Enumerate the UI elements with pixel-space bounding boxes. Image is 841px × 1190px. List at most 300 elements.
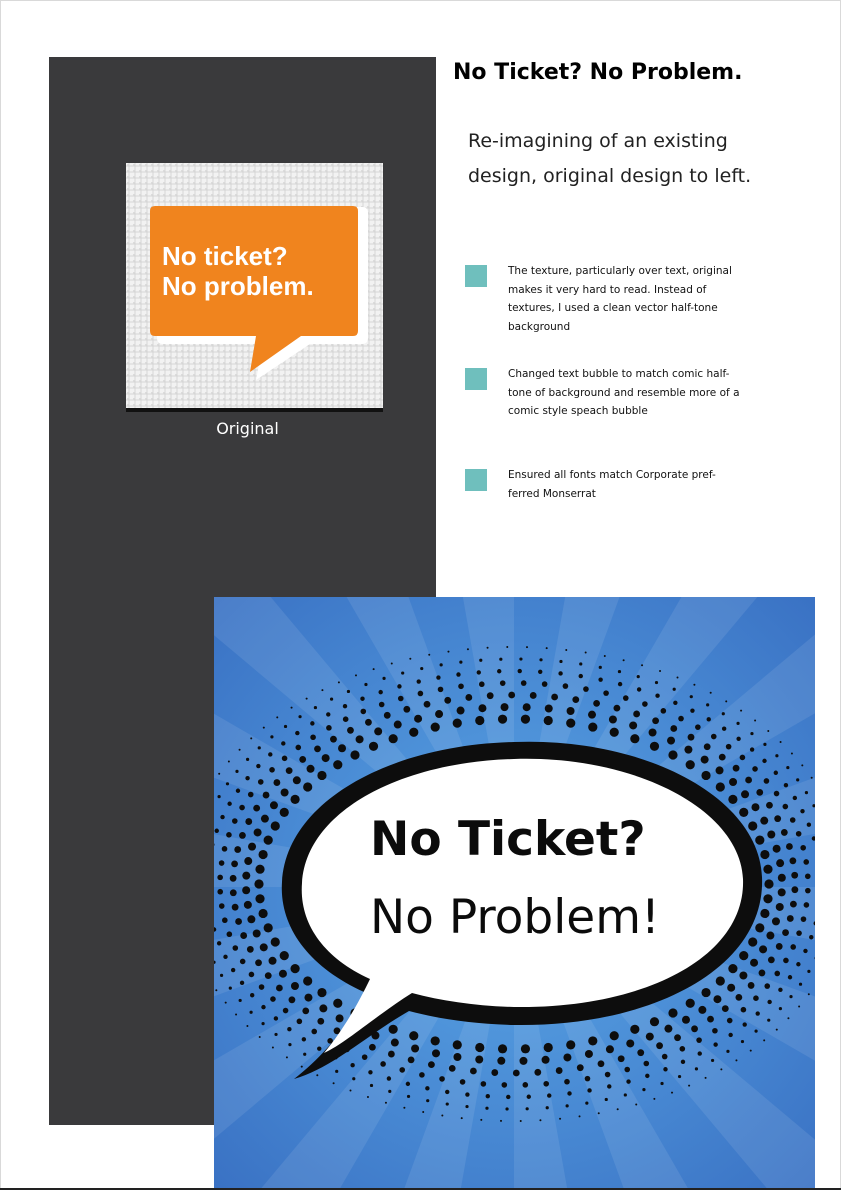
halftone-dot bbox=[716, 976, 725, 985]
halftone-dot bbox=[254, 828, 262, 836]
halftone-dot bbox=[459, 661, 462, 664]
halftone-dot bbox=[283, 1008, 289, 1014]
halftone-dot bbox=[701, 771, 710, 780]
halftone-dot bbox=[653, 1098, 655, 1100]
halftone-dot bbox=[750, 1050, 752, 1052]
halftone-dot bbox=[399, 1067, 405, 1073]
halftone-dot bbox=[498, 1044, 507, 1053]
halftone-dot bbox=[767, 1000, 771, 1004]
halftone-dot bbox=[760, 817, 768, 825]
halftone-dot bbox=[439, 1076, 445, 1082]
halftone-dot bbox=[805, 888, 811, 894]
halftone-dot bbox=[456, 672, 460, 676]
halftone-dot bbox=[686, 999, 695, 1008]
halftone-dot bbox=[793, 796, 797, 800]
halftone-dot bbox=[776, 943, 783, 950]
halftone-dot bbox=[281, 788, 289, 796]
halftone-dot bbox=[760, 909, 769, 918]
original-design-image bbox=[126, 163, 383, 412]
halftone-dot bbox=[804, 902, 810, 908]
halftone-dot bbox=[258, 779, 264, 785]
halftone-dot bbox=[735, 1059, 737, 1061]
halftone-dot bbox=[790, 901, 797, 908]
halftone-dot bbox=[286, 1056, 288, 1058]
halftone-dot bbox=[365, 719, 372, 726]
halftone-dot bbox=[655, 694, 659, 698]
halftone-dot bbox=[677, 677, 679, 679]
halftone-dot bbox=[256, 764, 260, 768]
halftone-dot bbox=[544, 716, 553, 725]
halftone-dot bbox=[670, 725, 677, 732]
halftone-dot bbox=[247, 915, 255, 923]
halftone-dot bbox=[364, 683, 367, 686]
halftone-dot bbox=[288, 1043, 291, 1046]
halftone-dot bbox=[696, 1037, 702, 1043]
halftone-dot bbox=[414, 715, 422, 723]
halftone-dot bbox=[226, 832, 232, 838]
halftone-dot bbox=[644, 1061, 650, 1067]
halftone-dot bbox=[263, 792, 270, 799]
halftone-dot bbox=[534, 1069, 541, 1076]
halftone-dot bbox=[280, 951, 289, 960]
halftone-dot bbox=[295, 731, 299, 735]
halftone-dot bbox=[240, 959, 246, 965]
halftone-dot bbox=[774, 971, 780, 977]
halftone-dot bbox=[660, 1082, 663, 1085]
halftone-dot bbox=[441, 1114, 443, 1116]
halftone-dot bbox=[255, 865, 264, 874]
halftone-dot bbox=[465, 1092, 469, 1096]
halftone-dot bbox=[720, 1068, 722, 1070]
halftone-dot bbox=[604, 655, 606, 657]
halftone-dot bbox=[740, 710, 742, 712]
halftone-dot bbox=[748, 937, 757, 946]
halftone-dot bbox=[271, 937, 280, 946]
halftone-dot bbox=[478, 704, 486, 712]
halftone-dot bbox=[226, 782, 229, 785]
halftone-dot bbox=[497, 1057, 505, 1065]
halftone-dot bbox=[449, 1065, 456, 1072]
halftone-dot bbox=[291, 982, 299, 990]
halftone-dot bbox=[333, 999, 342, 1008]
halftone-dot bbox=[274, 1033, 277, 1036]
halftone-dot bbox=[767, 831, 775, 839]
page-subtitle: Re-imagining of an existing design, original design to left. bbox=[468, 130, 752, 187]
halftone-dot bbox=[579, 674, 583, 678]
halftone-dot bbox=[722, 727, 726, 731]
halftone-dot bbox=[668, 750, 677, 759]
halftone-dot bbox=[588, 722, 597, 731]
halftone-dot bbox=[642, 1088, 645, 1091]
halftone-dot bbox=[229, 986, 232, 989]
halftone-dot bbox=[217, 795, 220, 798]
halftone-dot bbox=[543, 1081, 549, 1087]
halftone-dot bbox=[367, 1096, 369, 1098]
halftone-dot bbox=[249, 972, 255, 978]
halftone-dot bbox=[623, 659, 625, 661]
halftone-dot bbox=[424, 701, 431, 708]
halftone-dot bbox=[707, 1016, 714, 1023]
halftone-dot bbox=[664, 1025, 672, 1033]
halftone-dot bbox=[291, 707, 293, 709]
halftone-dot bbox=[572, 696, 579, 703]
halftone-dot bbox=[791, 886, 798, 893]
halftone-dot bbox=[280, 808, 289, 817]
halftone-dot bbox=[398, 696, 404, 702]
halftone-dot bbox=[230, 889, 237, 896]
halftone-dot bbox=[588, 711, 596, 719]
halftone-dot bbox=[261, 815, 269, 823]
halftone-dot bbox=[248, 843, 256, 851]
halftone-dot bbox=[585, 1101, 588, 1104]
halftone-dot bbox=[438, 687, 444, 693]
halftone-dot bbox=[766, 932, 774, 940]
halftone-dot bbox=[436, 675, 440, 679]
halftone-dot bbox=[807, 823, 811, 827]
halftone-dot bbox=[382, 677, 385, 680]
halftone-dot bbox=[728, 795, 737, 804]
halftone-dot bbox=[519, 657, 522, 660]
halftone-dot bbox=[379, 702, 385, 708]
halftone-dot bbox=[801, 764, 803, 766]
halftone-dot bbox=[397, 684, 401, 688]
halftone-dot bbox=[403, 1107, 405, 1109]
halftone-dot bbox=[411, 1045, 419, 1053]
halftone-dot bbox=[740, 755, 746, 761]
halftone-dot bbox=[231, 860, 238, 867]
halftone-dot bbox=[417, 679, 421, 683]
halftone-dot bbox=[564, 1079, 570, 1085]
halftone-dot bbox=[391, 663, 393, 665]
halftone-dot bbox=[698, 1051, 702, 1055]
halftone-dot bbox=[263, 727, 265, 729]
halftone-dot bbox=[310, 734, 316, 740]
halftone-dot bbox=[695, 724, 701, 730]
halftone-dot bbox=[754, 720, 756, 722]
halftone-dot bbox=[807, 970, 810, 973]
halftone-dot bbox=[729, 778, 737, 786]
halftone-dot bbox=[626, 1039, 634, 1047]
halftone-dot bbox=[306, 698, 308, 700]
halftone-dot bbox=[784, 783, 788, 787]
halftone-dot bbox=[250, 993, 254, 997]
halftone-dot bbox=[276, 985, 283, 992]
halftone-dot bbox=[311, 1029, 317, 1035]
halftone-dot bbox=[491, 1069, 498, 1076]
halftone-dot bbox=[258, 746, 261, 749]
halftone-dot bbox=[347, 727, 354, 734]
halftone-dot bbox=[281, 741, 285, 745]
halftone-dot bbox=[261, 1022, 264, 1025]
halftone-dot bbox=[470, 1068, 477, 1075]
halftone-dot bbox=[567, 707, 575, 715]
halftone-dot bbox=[659, 670, 661, 672]
halftone-dot bbox=[244, 901, 252, 909]
halftone-dot bbox=[760, 850, 769, 859]
halftone-dot bbox=[269, 957, 277, 965]
halftone-dot bbox=[811, 777, 813, 779]
halftone-dot bbox=[539, 1119, 541, 1121]
halftone-dot bbox=[475, 716, 484, 725]
halftone-dot bbox=[710, 692, 712, 694]
halftone-dot bbox=[287, 1027, 291, 1031]
halftone-dot bbox=[444, 697, 451, 704]
halftone-dot bbox=[736, 737, 740, 741]
halftone-dot bbox=[239, 999, 242, 1002]
halftone-dot bbox=[506, 1095, 510, 1099]
halftone-dot bbox=[739, 808, 748, 817]
page-title: No Ticket? No Problem. bbox=[453, 60, 743, 85]
halftone-dot bbox=[716, 782, 725, 791]
halftone-dot bbox=[338, 681, 340, 683]
halftone-dot bbox=[567, 1091, 571, 1095]
halftone-dot bbox=[773, 845, 781, 853]
halftone-dot bbox=[338, 744, 346, 752]
halftone-dot bbox=[617, 1108, 619, 1110]
halftone-dot bbox=[662, 1054, 668, 1060]
halftone-dot bbox=[780, 741, 782, 743]
halftone-dot bbox=[360, 709, 366, 715]
halftone-dot bbox=[501, 1082, 507, 1088]
halftone-dot bbox=[239, 832, 246, 839]
halftone-dot bbox=[270, 735, 273, 738]
halftone-dot bbox=[558, 671, 562, 675]
halftone-dot bbox=[763, 1039, 765, 1041]
halftone-dot bbox=[736, 722, 739, 725]
halftone-dot bbox=[215, 989, 217, 991]
halftone-dot bbox=[227, 802, 231, 806]
halftone-dot bbox=[779, 1007, 782, 1010]
halftone-dot bbox=[235, 1014, 237, 1016]
halftone-dot bbox=[217, 889, 223, 895]
halftone-dot bbox=[776, 903, 784, 911]
halftone-dot bbox=[304, 994, 312, 1002]
halftone-dot bbox=[565, 649, 567, 651]
halftone-dot bbox=[688, 734, 695, 741]
halftone-dot bbox=[585, 652, 587, 654]
halftone-dot bbox=[480, 1119, 482, 1121]
halftone-dot bbox=[630, 734, 639, 743]
halftone-dot bbox=[295, 745, 301, 751]
halftone-dot bbox=[556, 1067, 563, 1074]
halftone-dot bbox=[805, 873, 811, 879]
halftone-dot bbox=[762, 759, 766, 763]
halftone-dot bbox=[782, 929, 789, 936]
halftone-dot bbox=[686, 760, 695, 769]
halftone-dot bbox=[343, 704, 347, 708]
halftone-dot bbox=[741, 790, 749, 798]
halftone-dot bbox=[598, 1060, 605, 1067]
halftone-dot bbox=[809, 935, 813, 939]
halftone-dot bbox=[735, 994, 742, 1001]
halftone-dot bbox=[428, 1061, 435, 1068]
halftone-dot bbox=[791, 872, 798, 879]
halftone-dot bbox=[796, 831, 802, 837]
halftone-dot bbox=[467, 648, 469, 650]
halftone-dot bbox=[303, 782, 312, 791]
halftone-dot bbox=[481, 1081, 487, 1087]
halftone-dot bbox=[418, 691, 424, 697]
halftone-dot bbox=[388, 1051, 395, 1058]
halftone-dot bbox=[563, 1053, 571, 1061]
halftone-dot bbox=[801, 916, 807, 922]
note-text: Changed text bubble to match comic half-tone of background and resemble more of a comic style speach bubble bbox=[508, 368, 740, 417]
halftone-dot bbox=[546, 647, 548, 649]
halftone-dot bbox=[240, 932, 247, 939]
halftone-dot bbox=[485, 1107, 488, 1110]
halftone-dot bbox=[235, 770, 238, 773]
halftone-dot bbox=[336, 1014, 344, 1022]
halftone-dot bbox=[701, 988, 710, 997]
halftone-dot bbox=[637, 675, 640, 678]
halftone-dot bbox=[225, 1002, 227, 1004]
halftone-dot bbox=[479, 681, 485, 687]
halftone-dot bbox=[796, 962, 800, 966]
halftone-dot bbox=[776, 1029, 778, 1031]
halftone-dot bbox=[374, 727, 382, 735]
halftone-dot bbox=[623, 695, 629, 701]
halftone-dot bbox=[355, 674, 357, 676]
halftone-dot bbox=[508, 692, 515, 699]
halftone-dot bbox=[774, 815, 781, 822]
halftone-dot bbox=[388, 1090, 391, 1093]
halftone-dot bbox=[637, 1049, 644, 1056]
halftone-dot bbox=[566, 719, 575, 728]
halftone-dot bbox=[301, 1066, 303, 1068]
halftone-dot bbox=[521, 1044, 530, 1053]
halftone-dot bbox=[637, 687, 641, 691]
halftone-dot bbox=[775, 754, 778, 757]
halftone-dot bbox=[655, 681, 658, 684]
halftone-dot bbox=[684, 746, 692, 754]
halftone-dot bbox=[513, 1070, 520, 1077]
halftone-dot bbox=[722, 712, 725, 715]
halftone-dot bbox=[587, 1088, 591, 1092]
halftone-dot bbox=[787, 1017, 789, 1019]
halftone-dot bbox=[505, 1107, 508, 1110]
halftone-dot bbox=[789, 857, 796, 864]
halftone-dot bbox=[293, 776, 301, 784]
halftone-dot bbox=[250, 737, 252, 739]
halftone-dot bbox=[607, 1084, 611, 1088]
halftone-dot bbox=[585, 1050, 593, 1058]
halftone-dot bbox=[222, 917, 228, 923]
halftone-dot bbox=[317, 1018, 324, 1025]
halftone-dot bbox=[406, 1082, 410, 1086]
halftone-dot bbox=[727, 984, 735, 992]
halftone-dot bbox=[748, 982, 755, 989]
halftone-dot bbox=[264, 836, 273, 845]
halftone-dot bbox=[303, 1053, 306, 1056]
halftone-dot bbox=[523, 703, 531, 711]
halftone-dot bbox=[246, 758, 249, 761]
halftone-dot bbox=[432, 1049, 440, 1057]
halftone-dot bbox=[260, 943, 268, 951]
halftone-dot bbox=[321, 689, 323, 691]
halftone-dot bbox=[445, 1090, 449, 1094]
halftone-dot bbox=[343, 716, 349, 722]
halftone-dot bbox=[249, 1011, 252, 1014]
halftone-dot bbox=[235, 918, 242, 925]
halftone-dot bbox=[254, 879, 263, 888]
halftone-dot bbox=[739, 951, 748, 960]
halftone-dot bbox=[330, 698, 333, 701]
halftone-dot bbox=[772, 917, 780, 925]
halftone-dot bbox=[711, 1059, 714, 1062]
halftone-dot bbox=[314, 745, 321, 752]
halftone-dot bbox=[435, 710, 443, 718]
halftone-dot bbox=[316, 1074, 318, 1076]
halftone-dot bbox=[394, 721, 402, 729]
halftone-dot bbox=[258, 850, 267, 859]
halftone-dot bbox=[369, 1044, 376, 1051]
halftone-dot bbox=[674, 1034, 681, 1041]
halftone-dot bbox=[645, 1074, 649, 1078]
halftone-dot bbox=[349, 1089, 351, 1091]
halftone-dot bbox=[763, 894, 772, 903]
halftone-dot bbox=[618, 682, 622, 686]
halftone-dot bbox=[727, 1018, 733, 1024]
halftone-dot bbox=[499, 658, 502, 661]
halftone-dot bbox=[465, 1105, 468, 1108]
halftone-dot bbox=[774, 771, 778, 775]
halftone-dot bbox=[387, 1076, 391, 1080]
halftone-dot bbox=[274, 1016, 278, 1020]
halftone-dot bbox=[650, 742, 659, 751]
halftone-dot bbox=[347, 690, 350, 693]
halftone-dot bbox=[633, 711, 640, 718]
halftone-dot bbox=[326, 712, 330, 716]
halftone-dot bbox=[389, 734, 398, 743]
original-line2: No problem. bbox=[162, 271, 314, 301]
halftone-dot bbox=[799, 983, 802, 986]
halftone-dot bbox=[805, 791, 808, 794]
halftone-dot bbox=[310, 721, 314, 725]
halftone-dot bbox=[649, 728, 657, 736]
halftone-dot bbox=[726, 744, 732, 750]
halftone-dot bbox=[691, 1025, 698, 1032]
halftone-dot bbox=[453, 719, 462, 728]
halftone-dot bbox=[259, 984, 265, 990]
halftone-dot bbox=[798, 1005, 800, 1007]
halftone-dot bbox=[302, 1007, 309, 1014]
halftone-dot bbox=[796, 778, 799, 781]
redesign-line1: No Ticket? bbox=[370, 812, 646, 867]
halftone-dot bbox=[808, 993, 810, 995]
halftone-dot bbox=[646, 1033, 654, 1041]
halftone-dot bbox=[754, 1030, 757, 1033]
halftone-dot bbox=[286, 767, 293, 774]
halftone-dot bbox=[264, 923, 273, 932]
halftone-dot bbox=[742, 1022, 746, 1026]
halftone-dot bbox=[741, 1007, 747, 1013]
halftone-dot bbox=[538, 670, 542, 674]
halftone-dot bbox=[271, 821, 280, 830]
halftone-dot bbox=[335, 1070, 338, 1073]
halftone-dot bbox=[712, 1028, 718, 1034]
halftone-dot bbox=[559, 660, 562, 663]
halftone-dot bbox=[713, 1042, 717, 1046]
halftone-dot bbox=[598, 677, 602, 681]
halftone-dot bbox=[319, 1004, 327, 1012]
halftone-dot bbox=[527, 1095, 531, 1099]
halftone-dot bbox=[559, 1118, 561, 1120]
halftone-dot bbox=[682, 1016, 690, 1024]
halftone-dot bbox=[356, 735, 364, 743]
teal-square-marker bbox=[465, 265, 487, 287]
halftone-dot bbox=[609, 715, 617, 723]
halftone-dot bbox=[330, 736, 337, 743]
